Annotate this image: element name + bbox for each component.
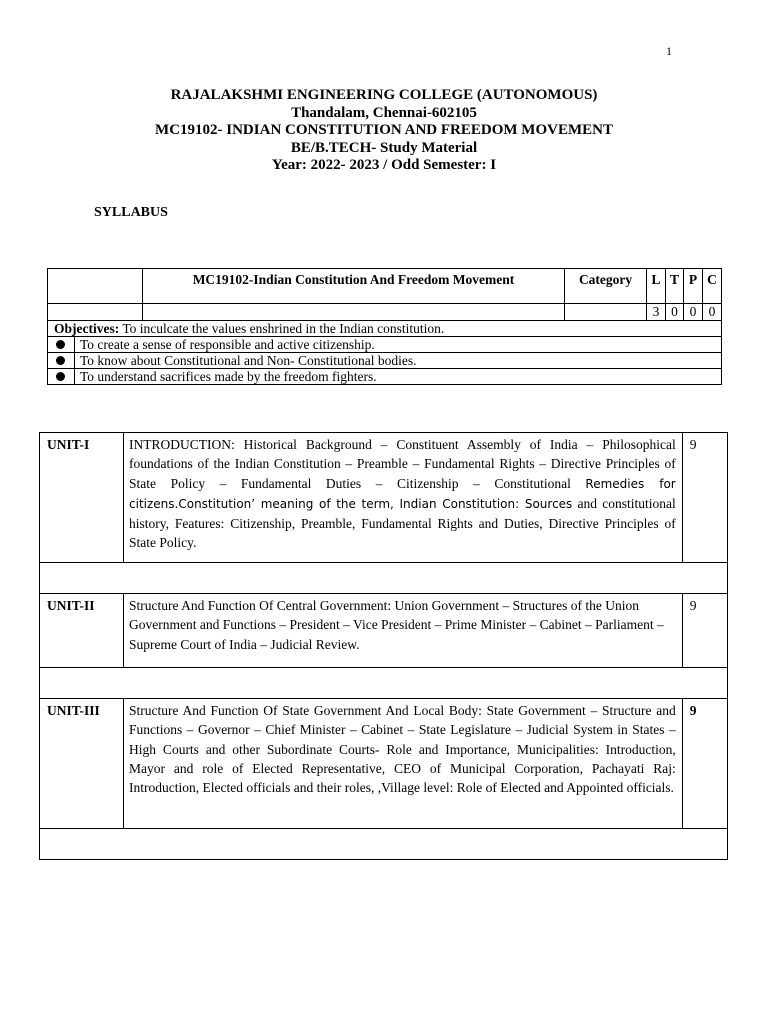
- unit-row: [40, 594, 728, 668]
- bullet-icon: [48, 353, 75, 369]
- unit-content: [124, 433, 683, 563]
- page-number: 1: [666, 44, 672, 58]
- unit-label: UNIT-I: [40, 433, 124, 563]
- unit-label: UNIT-II: [40, 594, 124, 668]
- unit-hours: 9: [682, 433, 727, 563]
- objectives-row: [48, 321, 722, 337]
- ltpc-header-p: P: [683, 269, 702, 304]
- ltpc-header-c: C: [702, 269, 721, 304]
- unit-row: [40, 699, 728, 829]
- college-address: Thandalam, Chennai-602105: [291, 104, 477, 121]
- blank-row: [40, 668, 728, 699]
- course-name: MC19102-Indian Constitution And Freedom Movement: [142, 269, 564, 304]
- document-header: [0, 87, 768, 175]
- bullet-icon: [48, 369, 75, 385]
- units-table: [39, 432, 728, 860]
- unit-text: and constitutional history, Features: Citizenship, Preamble, Fundamental Rights and Duties, Directive Principles of State Policy.: [129, 495, 676, 551]
- blank-cell: [565, 304, 647, 321]
- unit-row: [40, 433, 728, 563]
- category-label: Category: [565, 269, 647, 304]
- college-name: RAJALAKSHMI ENGINEERING COLLEGE (AUTONOMOUS): [170, 87, 598, 103]
- bullet-icon: [48, 337, 75, 353]
- ltpc-value-l: 3: [647, 304, 666, 321]
- objectives-label: Objectives:: [54, 321, 120, 336]
- ltpc-header-t: T: [666, 269, 684, 304]
- unit-label: UNIT-III: [40, 699, 124, 829]
- blank-cell: [142, 304, 564, 321]
- unit-text: Structure And Function Of State Government And Local Body: State Government – Structure and Functions – Governor – Chief Minister – Cabinet – State Legislature – Judicial System in States – High Courts and other Subordinate Courts- Role and Importance, Municipalities: Introduction, Mayor and role of Elected Representative, CEO of Municipal Corporation, Pachayati Raj: Introduction, Elected officials and their roles, ,Village level: Role of Elected and Appointed officials.: [124, 699, 683, 829]
- blank-cell: [48, 304, 143, 321]
- blank-row: [40, 563, 728, 594]
- course-table: [47, 268, 722, 385]
- program-name: BE/B.TECH- Study Material: [290, 139, 478, 156]
- blank-row: [40, 829, 728, 860]
- objective-item: To create a sense of responsible and active citizenship.: [74, 337, 721, 353]
- unit-text: Structure And Function Of Central Government: Union Government – Structures of the Union Government and Functions – President – Vice President – Prime Minister – Cabinet – Parliament – Supreme Court of India – Judicial Review.: [124, 594, 683, 668]
- unit-hours: 9: [682, 594, 727, 668]
- unit-text: Remedies for citizens.Constitution’ meaning of the term, Indian Constitution: Sources: [129, 476, 676, 511]
- course-title: MC19102- INDIAN CONSTITUTION AND FREEDOM MOVEMENT: [155, 122, 613, 138]
- blank-cell: [48, 269, 143, 304]
- objectives-text: To inculcate the values enshrined in the Indian constitution.: [119, 321, 445, 336]
- ltpc-value-c: 0: [702, 304, 721, 321]
- objective-item: To understand sacrifices made by the freedom fighters.: [74, 369, 721, 385]
- objective-item: To know about Constitutional and Non- Constitutional bodies.: [74, 353, 721, 369]
- ltpc-value-t: 0: [666, 304, 684, 321]
- unit-hours: 9: [682, 699, 727, 829]
- section-title: SYLLABUS: [94, 205, 168, 220]
- ltpc-value-p: 0: [683, 304, 702, 321]
- unit-text: INTRODUCTION: Historical Background – Constituent Assembly of India – Philosophical foundations of the Indian Constitution – Preamble – Fundamental Rights – Directive Principles of State Policy – Fundamental Duties – Citizenship – Constitutional: [129, 437, 676, 491]
- ltpc-header-l: L: [647, 269, 666, 304]
- academic-year: Year: 2022- 2023 / Odd Semester: I: [271, 157, 497, 173]
